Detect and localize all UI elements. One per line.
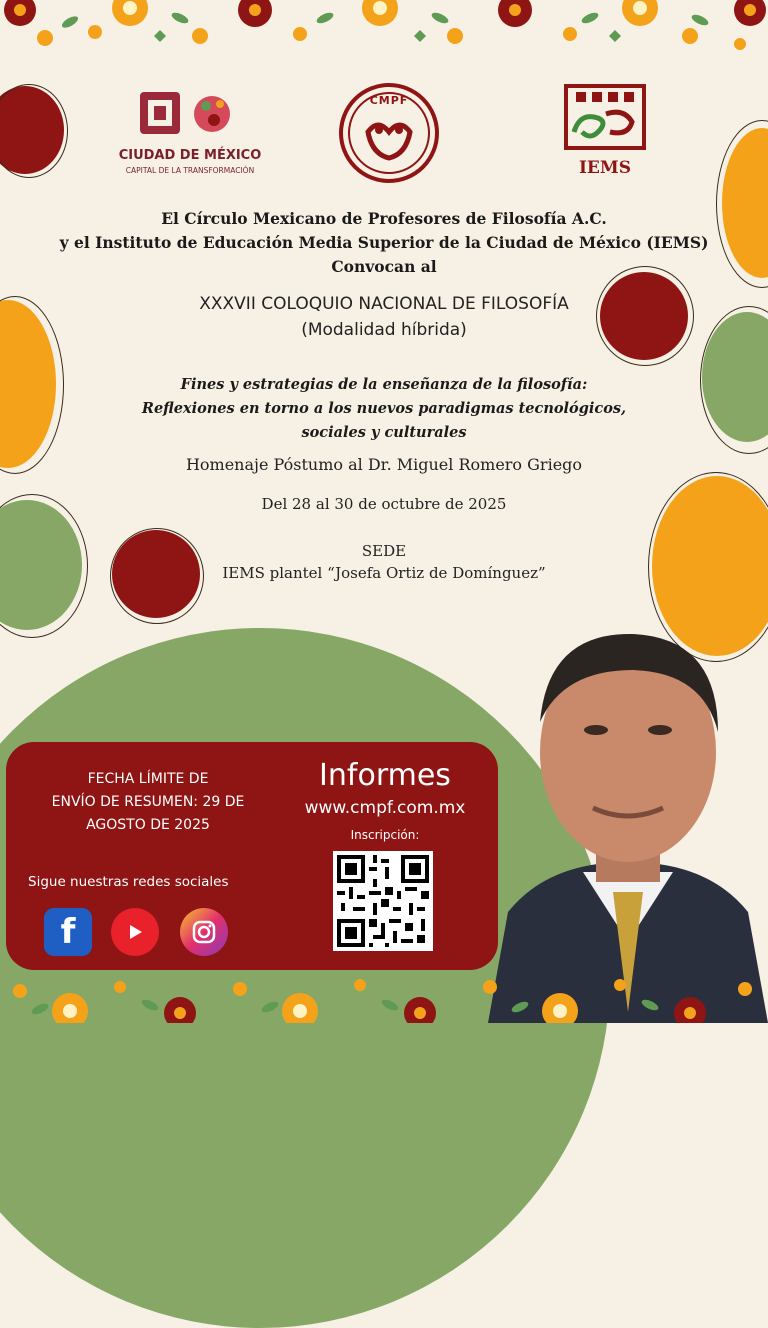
bottom-floral-border <box>0 961 768 1023</box>
cdmx-emblem-icon <box>110 84 270 140</box>
deadline-line-2: ENVÍO DE RESUMEN: 29 DE <box>51 794 245 810</box>
event-theme-line-2: Reflexiones en torno a los nuevos paradigmas tecnológicos, <box>141 400 627 417</box>
qr-code-icon <box>333 851 433 951</box>
header-line-1: El Círculo Mexicano de Profesores de Filosofía A.C. <box>161 209 607 228</box>
decor-ring <box>596 266 694 366</box>
deadline-line-3: AGOSTO DE 2025 <box>86 817 210 833</box>
youtube-icon[interactable] <box>111 908 159 956</box>
event-theme-line-3: sociales y culturales <box>301 424 467 441</box>
iems-emblem-icon <box>562 84 648 154</box>
cmpf-logo <box>338 82 440 184</box>
registration-qr-code[interactable] <box>333 851 433 951</box>
website-link[interactable]: www.cmpf.com.mx <box>304 798 466 818</box>
deadline-line-1: FECHA LÍMITE DE <box>87 771 209 787</box>
cmpf-logo-text: CMPF <box>369 94 409 107</box>
venue-name: IEMS plantel “Josefa Ortiz de Domínguez” <box>222 564 546 582</box>
cdmx-logo <box>110 84 270 180</box>
event-dates: Del 28 al 30 de octubre de 2025 <box>261 495 507 513</box>
instagram-icon[interactable] <box>180 908 228 956</box>
header-line-3: Convocan al <box>331 257 437 276</box>
header-line-2: y el Instituto de Educación Media Superior de la Ciudad de México (IEMS) <box>59 233 709 252</box>
event-title: XXXVII COLOQUIO NACIONAL DE FILOSOFÍA <box>199 294 569 314</box>
info-title: Informes <box>319 758 451 793</box>
event-tribute: Homenaje Póstumo al Dr. Miguel Romero Griego <box>185 455 583 474</box>
decor-ring <box>0 84 68 178</box>
iems-logo-text: IEMS <box>578 158 631 178</box>
cdmx-logo-title: CIUDAD DE MÉXICO <box>118 148 262 163</box>
facebook-icon[interactable]: f <box>44 908 92 956</box>
cdmx-logo-subtitle: CAPITAL DE LA TRANSFORMACIÓN <box>125 166 255 175</box>
registration-label: Inscripción: <box>350 828 420 842</box>
iems-logo <box>562 84 648 180</box>
top-floral-border <box>0 0 768 62</box>
venue-label: SEDE <box>361 542 407 560</box>
social-label: Sigue nuestras redes sociales <box>28 874 229 890</box>
event-modality: (Modalidad híbrida) <box>301 320 467 340</box>
event-theme-line-1: Fines y estrategias de la enseñanza de la filosofía: <box>180 376 588 393</box>
